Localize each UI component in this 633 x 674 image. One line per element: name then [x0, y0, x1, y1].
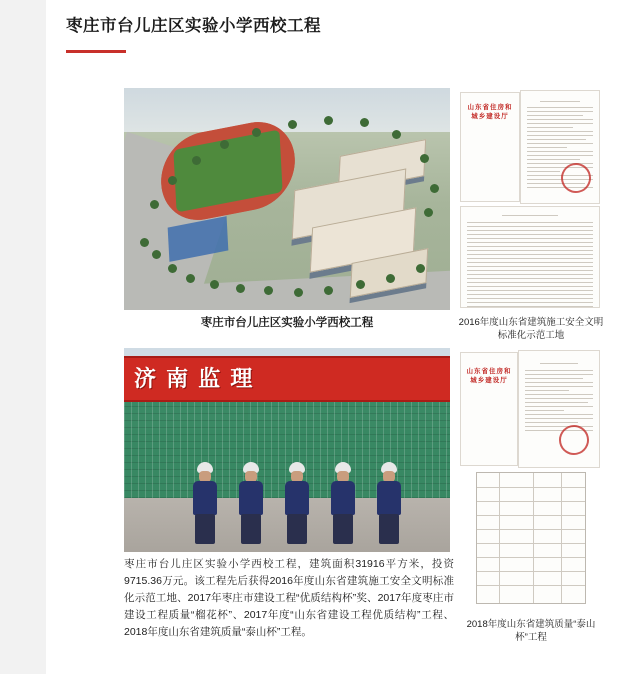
site-worker [326, 462, 360, 546]
page-title-block [66, 14, 586, 38]
certificate-2016-list-page [460, 206, 600, 308]
aerial-render-caption: 枣庄市台儿庄区实验小学西校工程 [200, 317, 374, 329]
site-worker [188, 462, 222, 546]
certificate-2016-body-page [520, 90, 600, 204]
certificate-2016 [458, 88, 602, 310]
page-left-margin [0, 0, 46, 674]
site-banner [124, 356, 450, 402]
certificate-2016-heading: 山东省住房和城乡建设厅 [467, 104, 513, 120]
render-tree-cluster [124, 88, 450, 310]
site-worker [372, 462, 406, 546]
certificate-2018-table [476, 472, 586, 604]
construction-site-caption: 枣庄市台儿庄区实验小学西校工程，建筑面积31916平方米，投资9715.36万元。该工程先后获得2016年度山东省建筑施工安全文明标准化示范工地、2017年枣庄市建设工程“优质结构杯”奖、2017年度枣庄市建设工程质量“榴花杯”、2017年度“山东省建设工程优质结构”工程、2018年度山东省建筑质量“泰山杯”工程。 [124, 558, 454, 638]
certificate-2018-caption: 2018年度山东省建筑质量“泰山杯”工程 [466, 619, 596, 643]
title-underline-rule [66, 50, 126, 53]
site-worker [234, 462, 268, 546]
page-title: 枣庄市台儿庄区实验小学西校工程 [66, 17, 321, 35]
site-banner-text: 济 南 监 理 [134, 366, 255, 391]
certificate-2018-body-page [518, 350, 600, 468]
document-sheet [46, 0, 633, 674]
site-worker [280, 462, 314, 546]
certificate-2018-cover [460, 352, 518, 466]
certificate-2018 [458, 348, 602, 613]
certificate-2016-cover [460, 92, 520, 202]
certificate-2016-caption: 2016年度山东省建筑施工安全文明标准化示范工地 [458, 317, 604, 341]
certificate-2018-heading: 山东省住房和城乡建设厅 [466, 368, 512, 384]
construction-site-photo [124, 348, 450, 552]
aerial-render-image [124, 88, 450, 310]
